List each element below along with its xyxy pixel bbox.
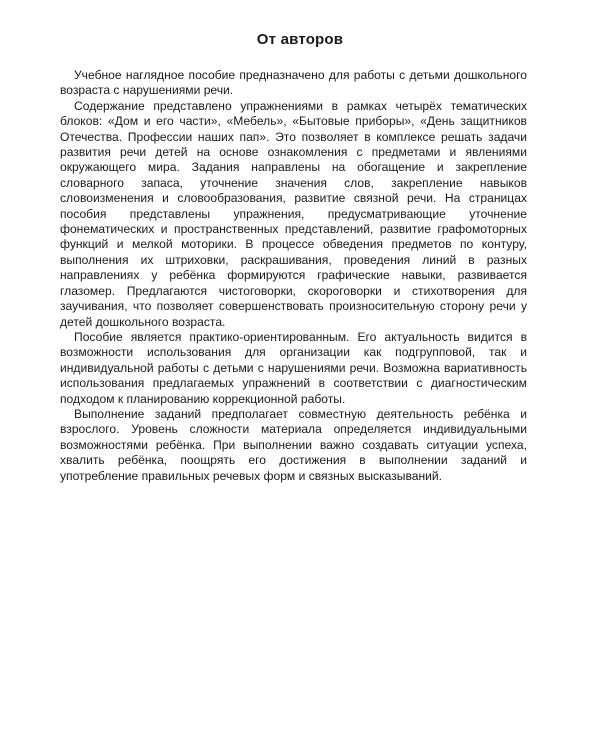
paragraph-content: Содержание представлено упражнениями в рамках четырёх тематических блоков: «Дом и его части», «Мебель», «Бытовые приборы», «День защитников Отечества. Профессии наших пап». Это позволяет в комплексе решать задачи развития речи детей на основе ознакомления с предметами и явлениями окружающего мира. Задания направлены на обогащение и закрепление словарного запаса, уточнение значения слов, закрепление навыков словоизменения и словообразования, развитие связной речи. На страницах пособия представлены упражнения, предусматривающие уточнение фонематических и пространственных представлений, развитие графомоторных функций и мелкой моторики. В процессе обведения предметов по контуру, выполнения их штриховки, раскрашивания, проведения линий в разных направлениях у ребёнка формируются графические навыки, развивается глазомер. Предлагаются чистоговорки, скороговорки и стихотворения для заучивания, что позволяет совершенствовать произносительную сторону речи у детей дошкольного возраста. [60,98,527,329]
body-text [60,68,527,484]
paragraph-practical: Пособие является практико-ориентированным. Его актуальность видится в возможности использования для организации как подгрупповой, так и индивидуальной работы с детьми с нарушениями речи. Возможна вариативность использования предлагаемых упражнений в соответствии с диагностическим подходом к планированию коррекционной работы. [60,329,527,406]
page-title: От авторов [256,31,344,48]
paragraph-cooperation: Выполнение заданий предполагает совместную деятельность ребёнка и взрослого. Уровень сложности материала определяется индивидуальными возможностями ребёнка. При выполнении важно создавать ситуации успеха, хвалить ребёнка, поощрять его достижения в выполнении заданий и употребление правильных речевых форм и связных высказываний. [60,406,527,483]
paragraph-purpose: Учебное наглядное пособие предназначено для работы с детьми дошкольного возраста с нарушениями речи. [60,68,527,98]
